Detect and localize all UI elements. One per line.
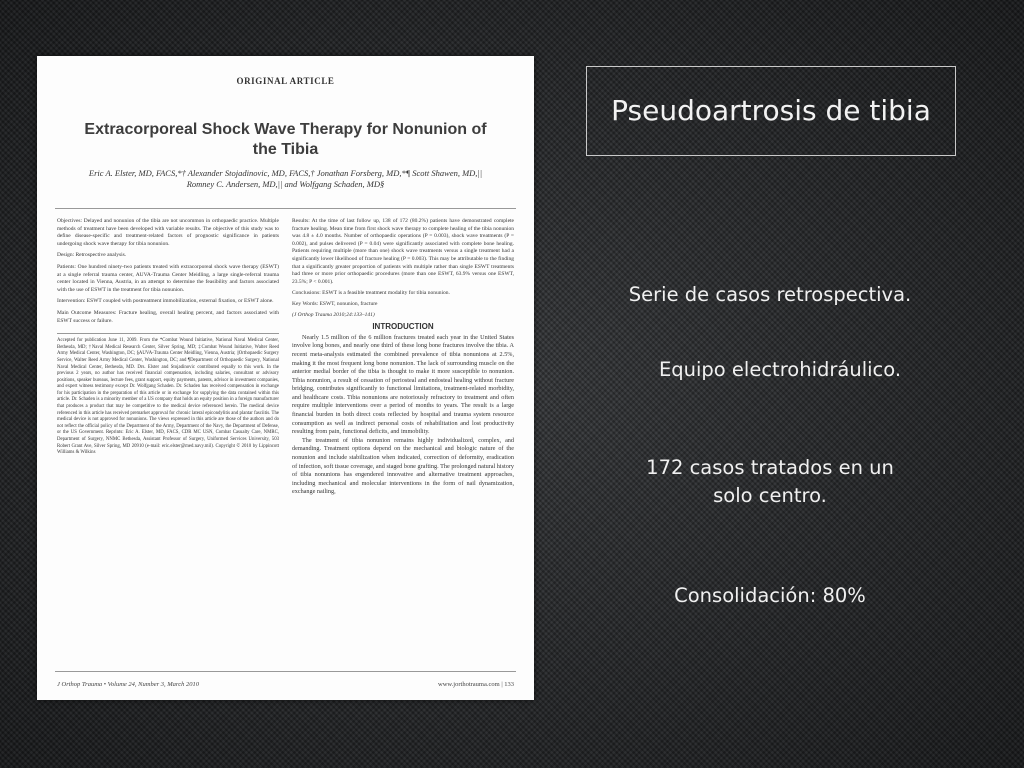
footer-divider [55,671,516,672]
footnotes-text: Accepted for publication June 11, 2009. From the *Combat Wound Initiative, National Naval Medical Center, Bethesda, MD; †Naval Medical Research Center, Silver Spring, MD; ‡Combat Wound Initiative, Walter Reed Army Medical Center, Washington, DC; §AUVA-Trauma Center Meidling, Vienna, Austria; ||Orthopaedic Surgery Service, Walter Reed Army Medical Center, Washington, DC; and ¶Department of Orthopaedic Surgery, National Naval Medical Center, Bethesda, MD. Drs. Elster and Stojadinovic contributed equally to this work. In the previous 2 years, no author has received financial compensation, including salaries, consultant or advisory positions, speaker bureaus, lecture fees, grant support, equity payments, patents, advisor in investment companies, and expert witness testimony except Dr. Wolfgang Schaden. Dr. Schaden has received compensation in exchange for his participation in the preparation of this article or in exchange for supplying the data contained within this article. Dr. Schaden is a minority member of a US company that holds an equity position in a foreign manufacturer that produces a product that may be competitive to the medical device referenced herein. The medical device referenced in this article has received premarket approval for chronic lateral epicondylitis and plantar fasciitis. The medical device is not approved for nonunions. The views expressed in this article are those of the authors and do not reflect the official policy of the Department of the Army, Department of the Navy, the Department of Defense, or the US Government. Reprints: Eric A. Elster, MD, FACS, CDR MC USN, Combat Casualty Care, NMRC, Department of Surgery, NNMC Bethesda, Assistant Professor of Surgery, Uniformed Services University, 503 Robert Grant Ave, Silver Spring, MD 20910 (e-mail: eric.elster@med.navy.mil). Copyright © 2010 by Lippincott Williams & Wilkins [57,338,279,456]
bullet-electrohydraulic-device: Equipo electrohidráulico. [658,358,902,381]
bullet-consolidation-rate: Consolidación: 80% [674,584,866,607]
article-label: ORIGINAL ARTICLE [236,76,335,86]
patients-text: Patients: One hundred ninety-two patients treated with extracorporeal shock wave therapy (ESWT) at a single referral trauma center, AUVA-Trauma Center Meidling, a large single-referral trauma center located in Vienna, Austria, in an attempt to determine the feasibility and factors associated with the use of ESWT in the treatment for tibia nonunion. [57,263,279,293]
results-text: Results: At the time of last follow up, 138 of 172 (80.2%) patients have demonstrated complete fracture healing. Mean time from first shock wave therapy to complete healing of the tibia nonunion was 4.8 ± 4.0 months. Number of orthopaedic operations (P = 0.003), shock wave treatments (P = 0.002), and pulses delivered (P = 0.04) were significantly associated with complete bone healing. Patients requiring multiple (more than one) shock wave treatments versus a single treatment had a significantly lower likelihood of fracture healing (P = 0.003). This may be attributable to the finding that a significantly greater proportion of patients with multiple rather than single ESWT treatments had three or more prior orthopaedic procedures (more than one ESWT, 63.9% versus one ESWT, 23.5%; P < 0.001). [292,218,514,285]
notes-divider [57,333,279,334]
article-authors: Eric A. Elster, MD, FACS,*† Alexander Stojadinovic, MD, FACS,† Jonathan Forsberg, MD,*¶ Scott Shawen, MD,|| Romney C. Andersen, MD,|| and Wolfgang Schaden, MD§ [88,168,483,189]
article-page-image [37,56,534,700]
slide-title: Pseudoartrosis de tibia [611,94,931,127]
citation-text: (J Orthop Trauma 2010;24:133–141) [292,311,375,318]
bullet-cases-treated-line2: solo centro. [713,484,827,507]
abstract-left-column [57,218,279,663]
abstract-right-column [292,218,514,663]
introduction-paragraph-2: The treatment of tibia nonunion remains highly individualized, complex, and demanding. Treatment options depend on the mechanical and biologic nature of the nonunion and include stabilization when indicated, correction of deformity, eradication of infection, soft tissue coverage, and staged bone grafting. The prolonged natural history of tibia nonunions has engendered innovative and alternative treatment approaches, including mechanical and molecular interventions in the form of nail dynamization, exchange nailing, [292,436,514,496]
keywords-text: Key Words: ESWT, nonunion, fracture [292,300,378,307]
introduction-paragraph-1: Nearly 1.5 million of the 6 million fractures treated each year in the United States involve long bones, and nearly one third of these long bone fractures involve the tibia. A recent meta-analysis estimated the combined prevalence of tibia nonunions at 2.5%, making it the most frequent long bone nonunion. The lack of surrounding muscle on the anterior medial border of the tibia is thought to make it more susceptible to nonunion. Tibia nonunion, a result of cessation of periosteal and endosteal healing without fracture bridging, contributes significantly to functional limitations, treatment-related morbidity, and healthcare costs. Tibia nonunions are notoriously refractory to treatment and often require multiple interventions over a period of months to years. The result is a large financial burden in both direct costs reflected by hospital and trauma system resource consumption as well as indirect personal costs of rehabilitation and lost productivity resulting from pain, functional deficits, and immobility. [292,333,514,436]
slide-title-box [586,66,956,156]
divider [55,208,516,209]
footer-journal: J Orthop Trauma • Volume 24, Number 3, March 2010 [57,681,199,688]
bullet-retrospective-series: Serie de casos retrospectiva. [628,283,912,306]
footer-page: www.jorthotrauma.com | 133 [438,681,514,688]
design-text: Design: Retrospective analysis. [57,252,127,259]
intervention-text: Intervention: ESWT coupled with postreatment immobilization, external fixation, or ESWT alone. [57,298,274,305]
conclusions-text: Conclusions: ESWT is a feasible treatment modality for tibia nonunion. [292,290,450,297]
objectives-text: Objectives: Delayed and nonunion of the tibia are not uncommon in orthopaedic practice. Multiple methods of treatment have been developed with variable results. The objective of this study was to define disease-specific and treatment-related factors of prognostic significance in patients undergoing shock wave therapy for tibia nonunion. [57,218,279,247]
introduction-heading: INTRODUCTION [372,322,434,332]
outcome-text: Main Outcome Measures: Fracture healing, overall healing percent, and factors associated with ESWT success or failure. [57,309,279,324]
article-title: Extracorporeal Shock Wave Therapy for Nonunion of the Tibia [84,121,487,158]
bullet-cases-treated-line1: 172 casos tratados en un [646,456,894,479]
